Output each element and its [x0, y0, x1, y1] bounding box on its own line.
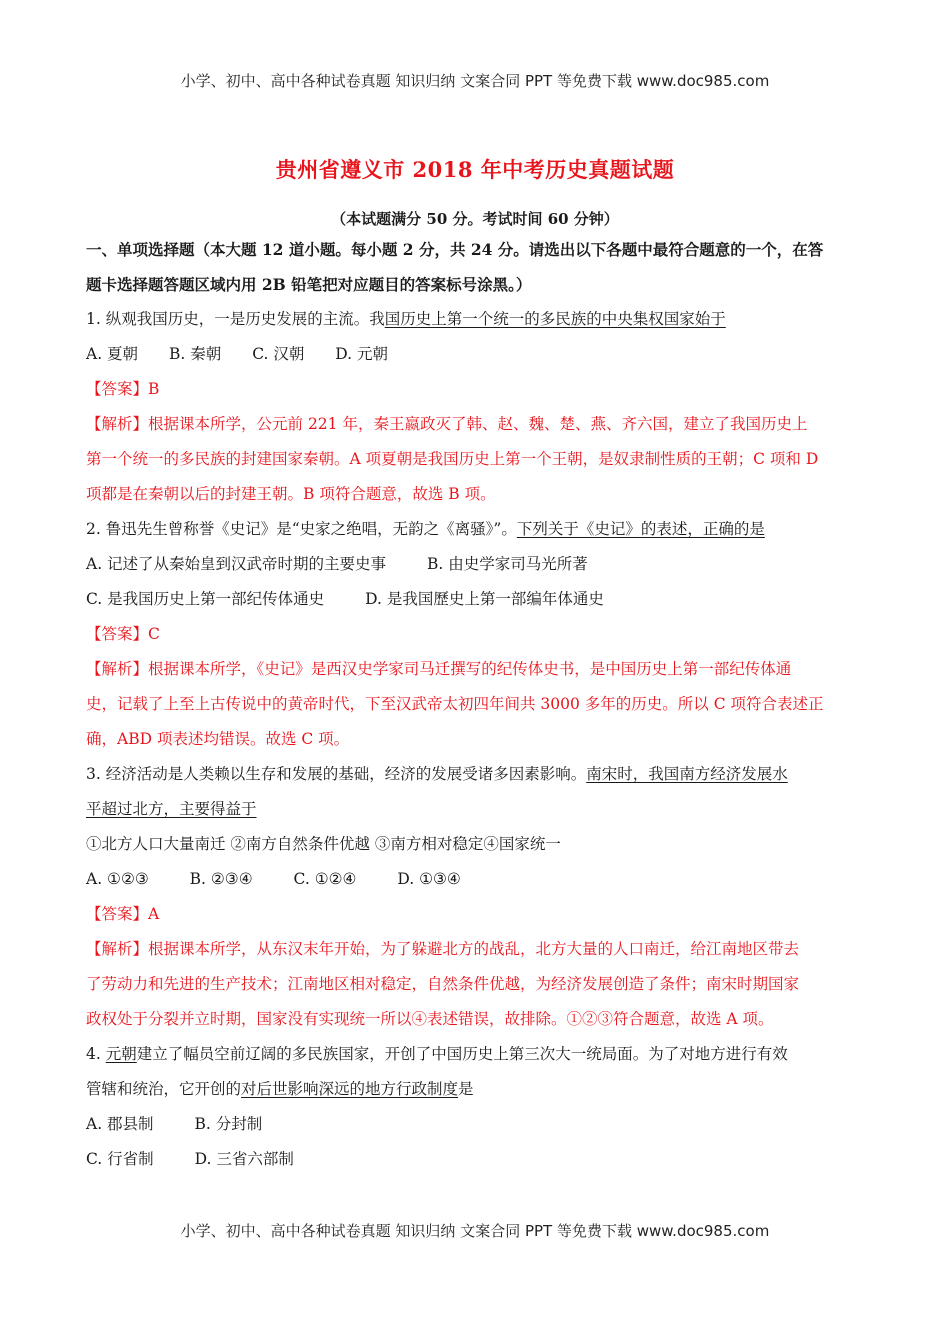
q1-option-c: C. 汉朝: [252, 345, 305, 363]
q1-stem-text: 1. 纵观我国历史，一是历史发展的主流。我: [86, 310, 385, 328]
q1-analysis-line: 第一个统一的多民族的封建国家秦朝。A 项夏朝是我国历史上第一个王朝，是奴隶制性质的王朝；C 项和 D: [86, 450, 819, 468]
q3-option-b: B. ②③④: [189, 870, 253, 888]
q1-analysis-line: [86, 407, 866, 442]
q1-stem: [86, 302, 866, 337]
q2-analysis-line: 史，记载了上至上古传说中的黄帝时代，下至汉武帝太初四年间共 3000 多年的历史。所以 C 项符合表述正: [86, 695, 824, 713]
q3-stem-text: 3. 经济活动是人类赖以生存和发展的基础，经济的发展受诸多因素影响。: [86, 765, 587, 783]
q4-options-row1: [86, 1107, 866, 1142]
q1-options: [86, 337, 866, 372]
section-heading-line2: 题卡选择题答题区域内用 2B 铅笔把对应题目的答案标号涂黑。）: [86, 275, 532, 294]
q3-option-d: D. ①③④: [397, 870, 461, 888]
q3-analysis-text: 根据课本所学，从东汉末年开始，为了躲避北方的战乱，北方大量的人口南迁，给江南地区带去: [148, 940, 800, 958]
q4-option-c: C. 行省制: [86, 1150, 154, 1168]
q2-stem-underlined: 下列关于《史记》的表述，正确的是: [516, 520, 765, 538]
q2-stem-text: 2. 鲁迅先生曾称誉《史记》是“史家之绝唱，无韵之《离骚》”。: [86, 520, 517, 538]
q1-stem-underlined: 国历史上第一个统一的多民族的中央集权国家始于: [384, 310, 726, 328]
q4-option-b: B. 分封制: [194, 1115, 263, 1133]
q1-option-b: B. 秦朝: [169, 345, 222, 363]
q3-answer-label: 【答案】: [86, 905, 149, 923]
exam-content: [86, 232, 866, 1177]
q3-items: ①北方人口大量南迁 ②南方自然条件优越 ③南方相对稳定④国家统一: [86, 835, 561, 853]
q4-options-row2: [86, 1142, 866, 1177]
q4-stem: [86, 1037, 866, 1072]
section-heading-line1: 一、单项选择题（本大题 12 道小题。每小题 2 分，共 24 分。请选出以下各题中最符合题意的一个，在答: [86, 240, 824, 259]
q3-analysis-label: 【解析】: [86, 940, 149, 958]
q4-stem-text-a: 建立了幅员空前辽阔的多民族国家，开创了中国历史上第三次大一统局面。为了对地方进行有效: [136, 1045, 788, 1063]
q4-number: 4.: [86, 1045, 106, 1063]
q2-analysis-label: 【解析】: [86, 660, 149, 678]
q4-option-d: D. 三省六部制: [194, 1150, 294, 1168]
q1-analysis-text: 根据课本所学，公元前 221 年，秦王嬴政灭了韩、赵、魏、楚、燕、齐六国，建立了我国历史上: [148, 415, 808, 433]
q2-analysis-line: 确，ABD 项表述均错误。故选 C 项。: [86, 730, 350, 748]
page-footer: 小学、初中、高中各种试卷真题 知识归纳 文案合同 PPT 等免费下载 www.doc985.com: [180, 1222, 770, 1240]
q3-stem-underlined: 南宋时，我国南方经济发展水: [586, 765, 788, 783]
q3-analysis-line: 政权处于分裂并立时期，国家没有实现统一所以④表述错误，故排除。①②③符合题意，故选 A 项。: [86, 1010, 774, 1028]
q4-stem-text-c: 是: [458, 1080, 474, 1098]
q3-stem-underlined-2: 平超过北方，主要得益于: [86, 800, 257, 818]
q2-stem: [86, 512, 866, 547]
q2-option-a: A. 记述了从秦始皇到汉武帝时期的主要史事: [86, 555, 387, 573]
q4-stem-line2: [86, 1072, 866, 1107]
q3-option-a: A. ①②③: [86, 870, 149, 888]
q2-answer-value: C: [148, 625, 160, 643]
q1-analysis-line: 项都是在秦朝以后的封建王朝。B 项符合题意，故选 B 项。: [86, 485, 496, 503]
q2-option-b: B. 由史学家司马光所著: [427, 555, 588, 573]
q2-options-row1: [86, 547, 866, 582]
page-title: 贵州省遵义市 2018 年中考历史真题试题: [275, 157, 675, 182]
q2-options-row2: [86, 582, 866, 617]
q3-analysis-line: 了劳动力和先进的生产技术；江南地区相对稳定，自然条件优越，为经济发展创造了条件；南宋时期国家: [86, 975, 800, 993]
q2-analysis-text: 根据课本所学，《史记》是西汉史学家司马迁撰写的纪传体史书，是中国历史上第一部纪传体通: [148, 660, 792, 678]
q3-stem-line2: [86, 792, 866, 827]
q1-option-a: A. 夏朝: [86, 345, 139, 363]
q2-option-d: D. 是我国歷史上第一部编年体通史: [365, 590, 604, 608]
q1-option-d: D. 元朝: [335, 345, 389, 363]
q4-stem-underlined-b: 对后世影响深远的地方行政制度: [241, 1080, 459, 1098]
q2-analysis-line: [86, 652, 866, 687]
exam-subtitle: （本试题满分 50 分。考试时间 60 分钟）: [331, 210, 619, 228]
q1-answer: [86, 372, 866, 407]
q3-answer-value: A: [148, 905, 160, 923]
q3-option-c: C. ①②④: [293, 870, 357, 888]
q3-answer: [86, 897, 866, 932]
q1-analysis-label: 【解析】: [86, 415, 149, 433]
q3-stem: [86, 757, 866, 792]
q4-stem-underlined-a: 元朝: [105, 1045, 137, 1063]
q2-answer: [86, 617, 866, 652]
q4-option-a: A. 郡县制: [86, 1115, 154, 1133]
q2-answer-label: 【答案】: [86, 625, 149, 643]
q4-stem-text-b: 管辖和统治，它开创的: [86, 1080, 242, 1098]
q3-analysis-line: [86, 932, 866, 967]
page-header: 小学、初中、高中各种试卷真题 知识归纳 文案合同 PPT 等免费下载 www.doc985.com: [180, 72, 770, 90]
q1-answer-label: 【答案】: [86, 380, 149, 398]
q2-option-c: C. 是我国历史上第一部纪传体通史: [86, 590, 325, 608]
q3-options: [86, 862, 866, 897]
q1-answer-value: B: [148, 380, 160, 398]
